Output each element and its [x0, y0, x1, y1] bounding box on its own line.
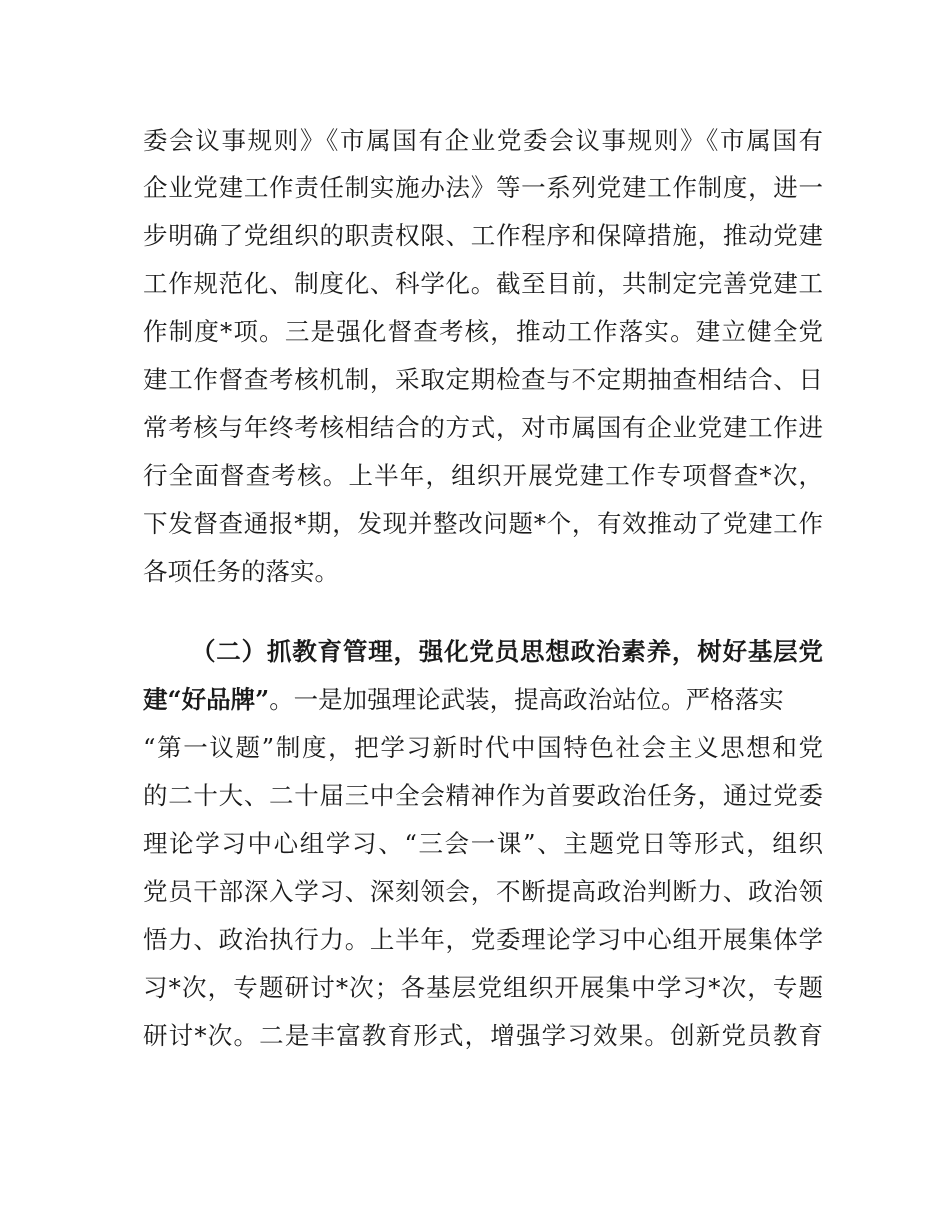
text-line: 理论学习中心组学习、“三会一课”、主题党日等形式，组织 — [143, 829, 823, 858]
text-line: 行全面督查考核。上半年，组织开展党建工作专项督查*次， — [143, 461, 823, 490]
text-line: 作制度*项。三是强化督查考核，推动工作落实。建立健全党 — [143, 317, 823, 346]
text-line: 党员干部深入学习、深刻领会，不断提高政治判断力、政治领 — [143, 877, 823, 906]
text-line: 建工作督查考核机制，采取定期检查与不定期抽查相结合、日 — [143, 365, 823, 394]
section-heading-end: 建“好品牌” — [143, 685, 270, 714]
text-line: 企业党建工作责任制实施办法》等一系列党建工作制度，进一 — [143, 173, 823, 202]
text-line: 研讨*次。二是丰富教育形式，增强学习效果。创新党员教育 — [143, 1021, 823, 1050]
text-line: 悟力、政治执行力。上半年，党委理论学习中心组开展集体学 — [143, 925, 823, 954]
text-line: 的二十大、二十届三中全会精神作为首要政治任务，通过党委 — [143, 781, 823, 810]
text-line: 下发督查通报*期，发现并整改问题*个，有效推动了党建工作 — [143, 509, 823, 538]
text-line: “第一议题”制度，把学习新时代中国特色社会主义思想和党 — [143, 733, 823, 762]
mixed-text-line — [143, 680, 823, 720]
text-line: 常考核与年终考核相结合的方式，对市属国有企业党建工作进 — [143, 413, 823, 442]
text-line: 工作规范化、制度化、科学化。截至目前，共制定完善党建工 — [143, 269, 823, 298]
text-line: 各项任务的落实。 — [143, 557, 339, 586]
text-line: 步明确了党组织的职责权限、工作程序和保障措施，推动党建 — [143, 221, 823, 250]
text-span: 。一是加强理论武装，提高政治站位。严格落实 — [269, 685, 784, 714]
text-line: 委会议事规则》《市属国有企业党委会议事规则》《市属国有 — [143, 126, 823, 155]
text-line: 习*次，专题研讨*次；各基层党组织开展集中学习*次，专题 — [143, 973, 823, 1002]
section-heading-line: （二）抓教育管理，强化党员思想政治素养，树好基层党 — [191, 637, 823, 666]
